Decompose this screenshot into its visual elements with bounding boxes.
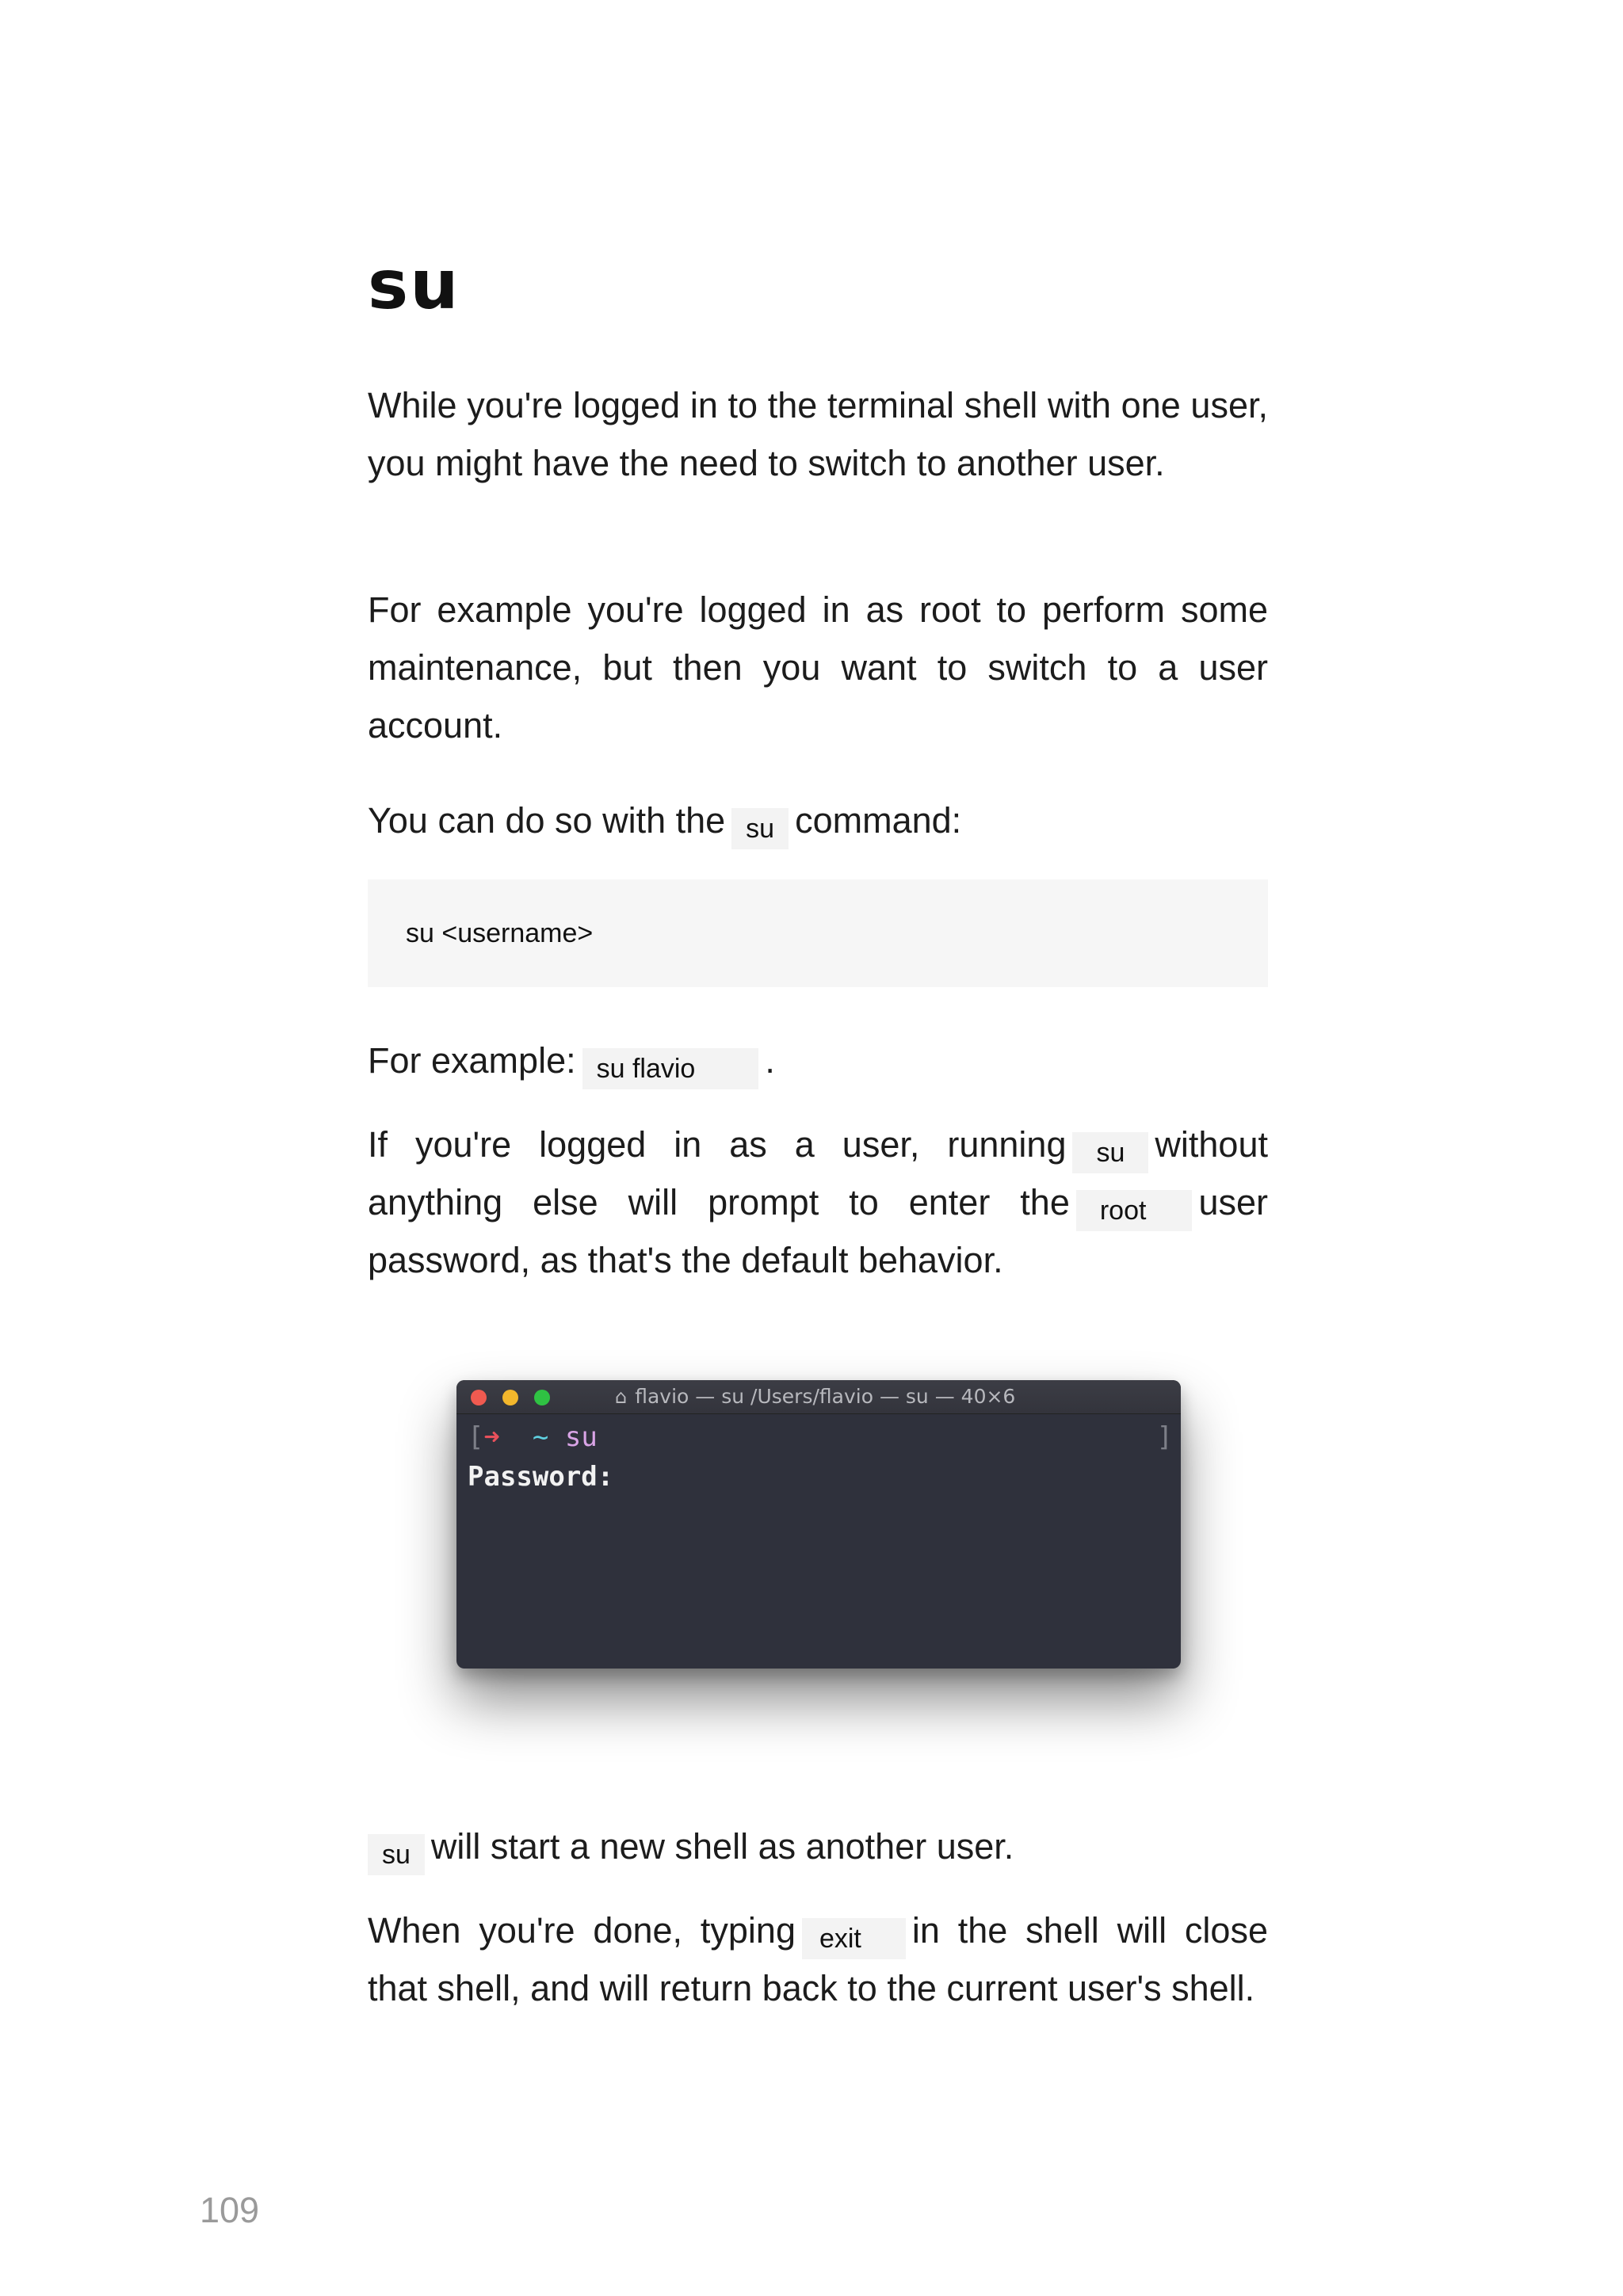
inline-code-root: root bbox=[1076, 1190, 1193, 1231]
bracket-close: ] bbox=[1156, 1421, 1173, 1453]
terminal-title-text: flavio — su /Users/flavio — su — 40×6 bbox=[635, 1385, 1016, 1408]
terminal-title bbox=[615, 1380, 1015, 1413]
inline-code-su-flavio: su flavio bbox=[582, 1048, 759, 1089]
terminal-window bbox=[456, 1380, 1181, 1669]
text-segment: . bbox=[765, 1040, 775, 1081]
inline-code-su: su bbox=[731, 808, 789, 849]
text-segment: in the shell will close that shell, and will return back to the current user's shell. bbox=[368, 1910, 1268, 2008]
minimize-window-button[interactable] bbox=[502, 1390, 518, 1405]
text-segment: For example: bbox=[368, 1040, 576, 1081]
code-block: su <username> bbox=[368, 879, 1268, 987]
text-segment: without anything else will prompt to enter the bbox=[368, 1124, 1268, 1222]
bracket-open: [ bbox=[468, 1421, 484, 1453]
password-prompt: Password: bbox=[468, 1461, 614, 1493]
page-title: su bbox=[368, 246, 460, 325]
prompt-directory: ~ bbox=[532, 1421, 549, 1453]
paragraph-intro: While you're logged in to the terminal shell with one user, you might have the need to switch to another user. bbox=[368, 385, 1268, 483]
inline-code-su: su bbox=[1072, 1132, 1148, 1173]
inline-code-su: su bbox=[368, 1834, 425, 1875]
prompt-command: su bbox=[564, 1421, 598, 1453]
paragraph-su-command bbox=[368, 791, 1268, 849]
terminal-body[interactable] bbox=[456, 1414, 1181, 1500]
text-segment: You can do so with the bbox=[368, 800, 726, 841]
prompt-line bbox=[468, 1417, 1170, 1457]
terminal-titlebar bbox=[456, 1380, 1181, 1414]
text-segment: When you're done, typing bbox=[368, 1910, 796, 1951]
text-segment: will start a new shell as another user. bbox=[430, 1826, 1014, 1867]
prompt-arrow-icon: ➜ bbox=[483, 1421, 500, 1453]
terminal-screenshot bbox=[456, 1380, 1181, 1669]
paragraph-default-behavior bbox=[368, 1116, 1268, 1289]
maximize-window-button[interactable] bbox=[534, 1390, 550, 1405]
paragraph-new-shell bbox=[368, 1817, 1268, 1875]
paragraph-example-root: For example you're logged in as root to perform some maintenance, but then you want to switch to a user account. bbox=[368, 589, 1268, 746]
paragraph-exit bbox=[368, 1901, 1268, 2017]
page-number: 109 bbox=[200, 2190, 260, 2230]
home-icon: ⌂ bbox=[615, 1386, 628, 1408]
inline-code-exit: exit bbox=[802, 1918, 906, 1959]
close-window-button[interactable] bbox=[471, 1390, 487, 1405]
text-segment: command: bbox=[795, 800, 962, 841]
text-segment: If you're logged in as a user, running bbox=[368, 1124, 1067, 1165]
text-segment: user password, as that's the default behavior. bbox=[368, 1182, 1268, 1280]
paragraph-for-example bbox=[368, 1032, 1268, 1089]
